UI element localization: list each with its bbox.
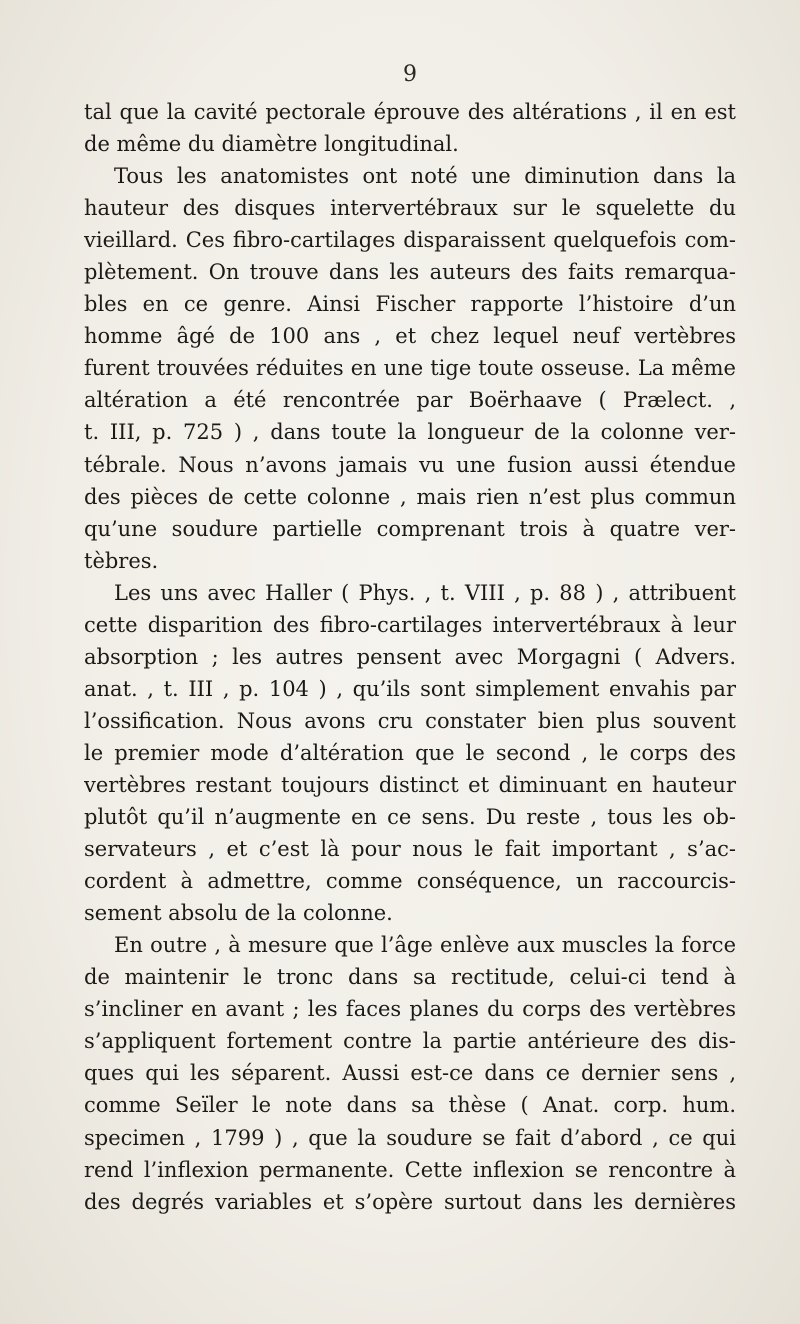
text-line: sement absolu de la colonne. <box>84 901 393 926</box>
text-line: l’ossification. Nous avons cru constater bien plus souvent <box>84 708 736 733</box>
text-line: absorption ; les autres pensent avec Morgagni ( Advers. <box>84 644 736 669</box>
text-line: comme Seïler le note dans sa thèse ( Anat. corp. hum. <box>84 1093 736 1118</box>
text-line: s’incliner en avant ; les faces planes du corps des vertèbres <box>84 997 736 1022</box>
text-line: servateurs , et c’est là pour nous le fait important , s’ac- <box>84 837 736 862</box>
text-line: vieillard. Ces fibro-cartilages disparaissent quelquefois com- <box>84 228 736 253</box>
text-line: des pièces de cette colonne , mais rien n’est plus commun <box>84 484 736 509</box>
text-line: Les uns avec Haller ( Phys. , t. VIII , p. 88 ) , attribuent <box>114 580 736 605</box>
text-line: specimen , 1799 ) , que la soudure se fait d’abord , ce qui <box>84 1125 736 1150</box>
text-line: de maintenir le tronc dans sa rectitude, celui-ci tend à <box>84 965 736 990</box>
text-line: furent trouvées réduites en une tige toute osseuse. La même <box>84 356 736 381</box>
text-line: plètement. On trouve dans les auteurs des faits remarqua- <box>84 260 736 285</box>
text-line: t. III, p. 725 ) , dans toute la longueur de la colonne ver- <box>84 420 736 445</box>
text-line: hauteur des disques intervertébraux sur le squelette du <box>84 196 736 221</box>
text-line: le premier mode d’altération que le second , le corps des <box>84 740 736 765</box>
text-line: ques qui les séparent. Aussi est-ce dans ce dernier sens , <box>84 1061 736 1086</box>
text-line: anat. , t. III , p. 104 ) , qu’ils sont simplement envahis par <box>84 676 736 701</box>
text-line: tébrale. Nous n’avons jamais vu une fusion aussi étendue <box>84 452 736 477</box>
text-line: rend l’inflexion permanente. Cette inflexion se rencontre à <box>84 1157 736 1182</box>
text-line: des degrés variables et s’opère surtout dans les dernières <box>84 1189 736 1214</box>
text-line: altération a été rencontrée par Boërhaave ( Prælect. , <box>84 388 736 413</box>
text-line: En outre , à mesure que l’âge enlève aux muscles la force <box>114 933 736 958</box>
text-line: de même du diamètre longitudinal. <box>84 132 459 157</box>
text-line: tal que la cavité pectorale éprouve des altérations , il en est <box>84 100 736 124</box>
text-line: cette disparition des fibro-cartilages intervertébraux à leur <box>84 612 736 637</box>
text-line: plutôt qu’il n’augmente en ce sens. Du reste , tous les ob- <box>84 805 736 830</box>
text-line: homme âgé de 100 ans , et chez lequel neuf vertèbres <box>84 324 736 349</box>
text-line: cordent à admettre, comme conséquence, un raccourcis- <box>84 869 736 894</box>
body-text <box>84 96 736 1218</box>
text-line: bles en ce genre. Ainsi Fischer rapporte l’histoire d’un <box>84 292 736 317</box>
text-line: vertèbres restant toujours distinct et diminuant en hauteur <box>84 772 736 797</box>
text-line: Tous les anatomistes ont noté une diminution dans la <box>114 164 736 189</box>
text-line: s’appliquent fortement contre la partie antérieure des dis- <box>84 1029 736 1054</box>
text-line: qu’une soudure partielle comprenant trois à quatre ver- <box>84 516 736 541</box>
text-line: tèbres. <box>84 548 159 573</box>
page-number: 9 <box>403 62 417 87</box>
